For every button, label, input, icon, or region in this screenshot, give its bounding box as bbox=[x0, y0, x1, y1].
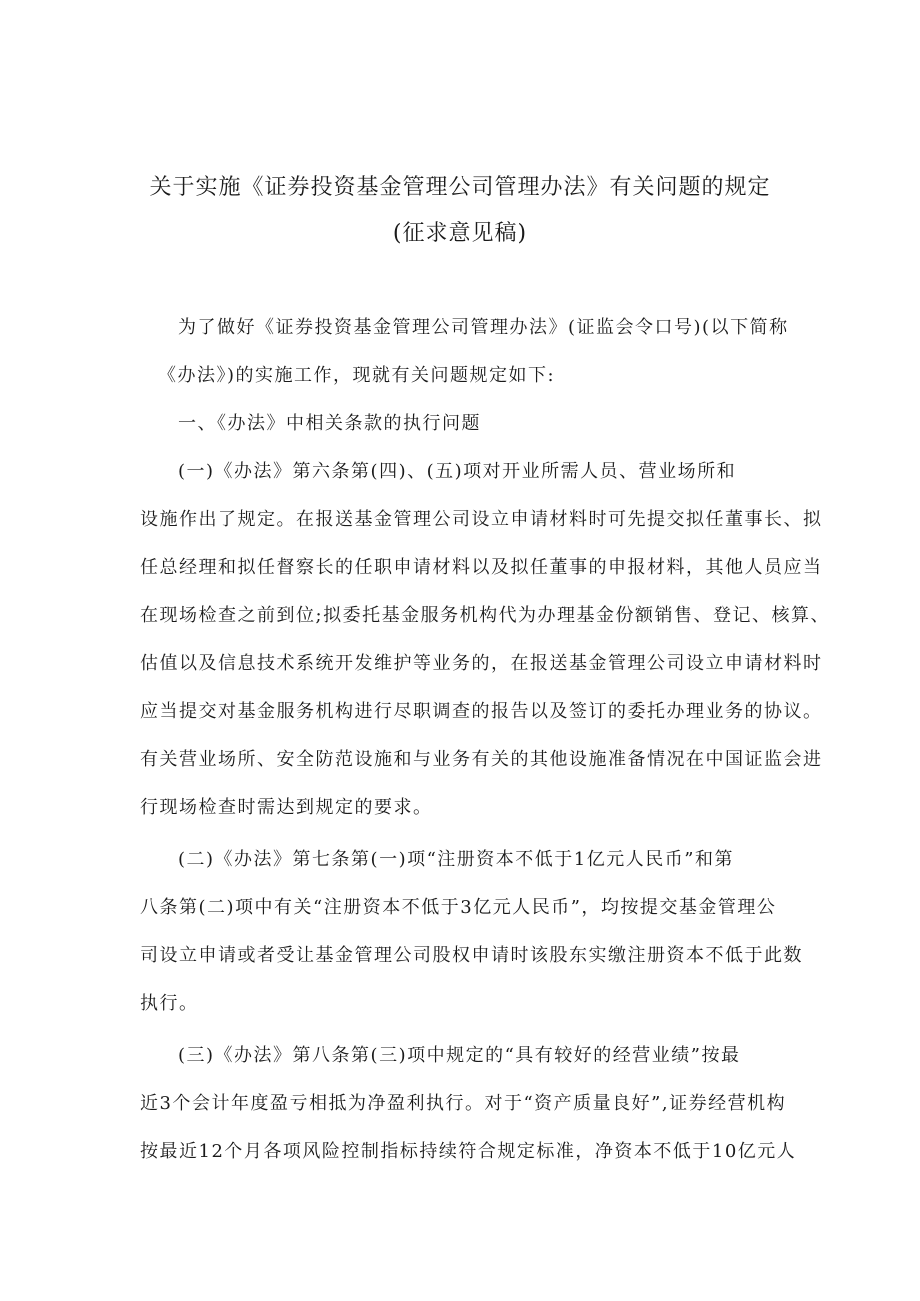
paragraph-line: 为了做好《证券投资基金管理公司管理办法》(证监会令口号)(以下简称 bbox=[178, 317, 789, 338]
paragraph-line: (一)《办法》第六条第(四)、(五)项对开业所需人员、营业场所和 bbox=[178, 461, 737, 482]
paragraph-line: (三)《办法》第八条第(三)项中规定的“具有较好的经营业绩”按最 bbox=[178, 1045, 741, 1066]
paragraph-line: 按最近12个月各项风险控制指标持续符合规定标准，净资本不低于10亿元人 bbox=[140, 1141, 797, 1162]
paragraph-line: 《办法》)的实施工作，现就有关问题规定如下: bbox=[158, 365, 556, 386]
paragraph-line: 八条第(二)项中有关“注册资本不低于3亿元人民币”，均按提交基金管理公 bbox=[140, 897, 777, 918]
paragraph-line: 估值以及信息技术系统开发维护等业务的，在报送基金管理公司设立申请材料时 bbox=[140, 653, 823, 674]
section-heading: 一、《办法》中相关条款的执行问题 bbox=[178, 413, 481, 434]
document-subtitle: (征求意见稿) bbox=[392, 221, 528, 246]
paragraph-line: 设施作出了规定。在报送基金管理公司设立申请材料时可先提交拟任董事长、拟 bbox=[140, 509, 823, 530]
paragraph-line: 任总经理和拟任督察长的任职申请材料以及拟任董事的申报材料，其他人员应当 bbox=[140, 557, 823, 578]
paragraph-line: 行现场检查时需达到规定的要求。 bbox=[140, 797, 433, 818]
document-title: 关于实施《证券投资基金管理公司管理办法》有关问题的规定 bbox=[149, 175, 771, 200]
paragraph-line: 执行。 bbox=[140, 993, 199, 1014]
paragraph-line: 有关营业场所、安全防范设施和与业务有关的其他设施准备情况在中国证监会进 bbox=[140, 749, 823, 770]
paragraph-line: (二)《办法》第七条第(一)项“注册资本不低于1亿元人民币”和第 bbox=[178, 849, 734, 870]
paragraph-line: 近3个会计年度盈亏相抵为净盈利执行。对于“资产质量良好”,证券经营机构 bbox=[140, 1093, 787, 1114]
paragraph-line: 在现场检查之前到位;拟委托基金服务机构代为办理基金份额销售、登记、核算、 bbox=[140, 605, 831, 626]
paragraph-line: 司设立申请或者受让基金管理公司股权申请时该股东实缴注册资本不低于此数 bbox=[140, 945, 803, 966]
paragraph-line: 应当提交对基金服务机构进行尽职调查的报告以及签订的委托办理业务的协议。 bbox=[140, 701, 823, 722]
